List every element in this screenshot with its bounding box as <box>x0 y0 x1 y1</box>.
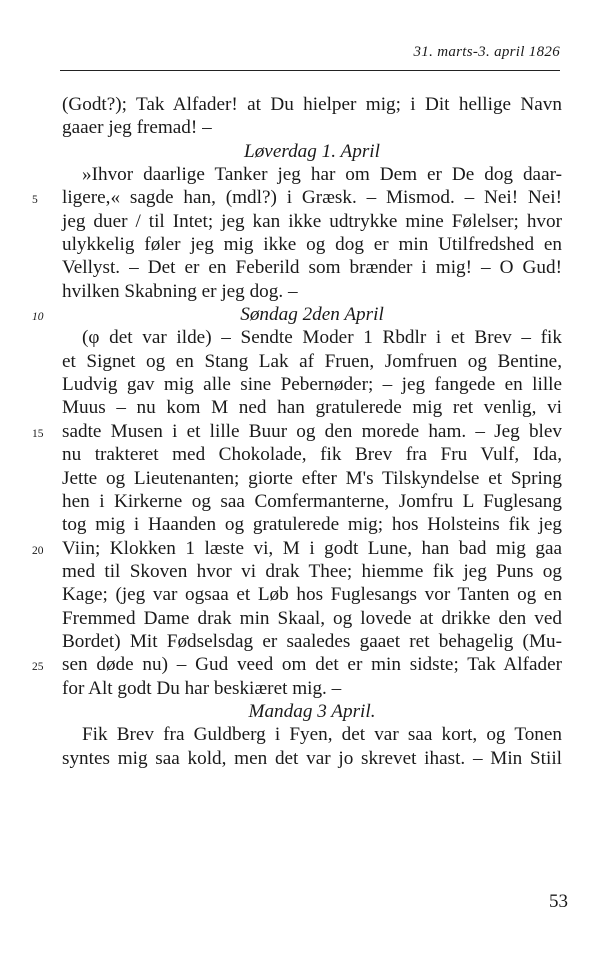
text-line <box>62 116 562 139</box>
text-line <box>62 467 562 490</box>
line-text: syntes mig saa kold, men det var jo skrevet ihast. – Min Stiil <box>62 747 562 769</box>
line-text: ulykkelig føler jeg mig ikke og dog er min Utilfredshed en <box>62 234 562 256</box>
line-text: Jette og Lieutenanten; giorte efter M's Tilskyndelse et Spring <box>62 467 562 489</box>
line-text: Søndag 2den April <box>240 304 384 326</box>
text-line <box>62 350 562 373</box>
running-head: 31. marts-3. april 1826 <box>413 44 560 60</box>
line-text: Vellyst. – Det er en Feberild som brænder i mig! – O Gud! <box>62 257 562 279</box>
text-line <box>62 560 562 583</box>
page-number: 53 <box>549 891 568 912</box>
line-number: 5 <box>32 194 38 207</box>
line-number: 15 <box>32 427 44 440</box>
text-line <box>32 420 562 443</box>
header-rule <box>60 70 560 71</box>
date-heading <box>32 303 562 326</box>
text-line <box>62 280 562 303</box>
line-text: Mandag 3 April. <box>248 700 376 722</box>
line-text: Fremmed Dame drak min Skaal, og lovede at drikke den ved <box>62 607 562 629</box>
text-line <box>62 326 562 349</box>
line-number: 25 <box>32 661 44 674</box>
text-line <box>62 723 562 746</box>
line-text: tog mig i Haanden og gratulerede mig; hos Holsteins fik jeg <box>62 514 562 536</box>
text-line <box>62 256 562 279</box>
body-text <box>32 93 562 770</box>
text-line <box>62 630 562 653</box>
line-text: sadte Musen i et lille Buur og den morede ham. – Jeg blev <box>62 420 562 442</box>
text-line <box>62 490 562 513</box>
line-text: for Alt godt Du har beskiæret mig. – <box>62 677 342 699</box>
text-line <box>62 747 562 770</box>
text-line <box>32 653 562 676</box>
text-line <box>62 443 562 466</box>
line-text: nu trakteret med Chokolade, fik Brev fra Fru Vulf, Ida, <box>62 444 562 466</box>
text-line <box>32 186 562 209</box>
line-text: (Godt?); Tak Alfader! at Du hielper mig; i Dit hellige Navn <box>62 94 562 115</box>
line-text: Fik Brev fra Guldberg i Fyen, det var saa kort, og Tonen <box>82 724 562 746</box>
line-text: et Signet og en Stang Lak af Fruen, Jomfruen og Bentine, <box>62 350 562 372</box>
text-line <box>62 677 562 700</box>
line-text: »Ihvor daarlige Tanker jeg har om Dem er De dog daar- <box>82 164 562 186</box>
line-text: jeg duer / til Intet; jeg kan ikke udtrykke mine Følelser; hvor <box>62 210 562 232</box>
line-text: Kage; (jeg var ogsaa et Løb hos Fuglesangs vor Tanten og en <box>62 584 562 606</box>
line-text: sen døde nu) – Gud veed om det er min sidste; Tak Alfader <box>62 654 562 676</box>
text-line <box>62 373 562 396</box>
line-text: Løverdag 1. April <box>244 140 380 162</box>
line-text: Bordet) Mit Fødselsdag er saaledes gaaet ret behagelig (Mu- <box>62 630 562 652</box>
date-heading <box>62 140 562 163</box>
text-line <box>62 210 562 233</box>
text-line <box>62 396 562 419</box>
line-text: med til Skoven hvor vi drak Thee; hiemme fik jeg Puns og <box>62 560 562 582</box>
line-text: (φ det var ilde) – Sendte Moder 1 Rbdlr i et Brev – fik <box>82 327 562 349</box>
line-text: hen i Kirkerne og saa Comfermanterne, Jomfru L Fuglesang <box>62 490 562 512</box>
text-line <box>62 607 562 630</box>
text-line <box>62 513 562 536</box>
line-text: Muus – nu kom M ned han gratulerede mig ret venlig, vi <box>62 397 562 419</box>
text-line <box>62 93 562 116</box>
line-text: ligere,« sagde han, (mdl?) i Græsk. – Mismod. – Nei! Nei! <box>62 187 562 209</box>
line-number: 20 <box>32 544 44 557</box>
text-line <box>62 583 562 606</box>
line-text: Ludvig gav mig alle sine Pebernøder; – jeg fangede en lille <box>62 374 562 396</box>
date-heading <box>62 700 562 723</box>
text-line <box>32 537 562 560</box>
line-number: 10 <box>32 311 44 324</box>
line-text: hvilken Skabning er jeg dog. – <box>62 280 298 302</box>
line-text: Viin; Klokken 1 læste vi, M i godt Lune, han bad mig gaa <box>62 537 562 559</box>
text-line <box>62 233 562 256</box>
line-text: gaaer jeg fremad! – <box>62 117 212 139</box>
text-line <box>62 163 562 186</box>
